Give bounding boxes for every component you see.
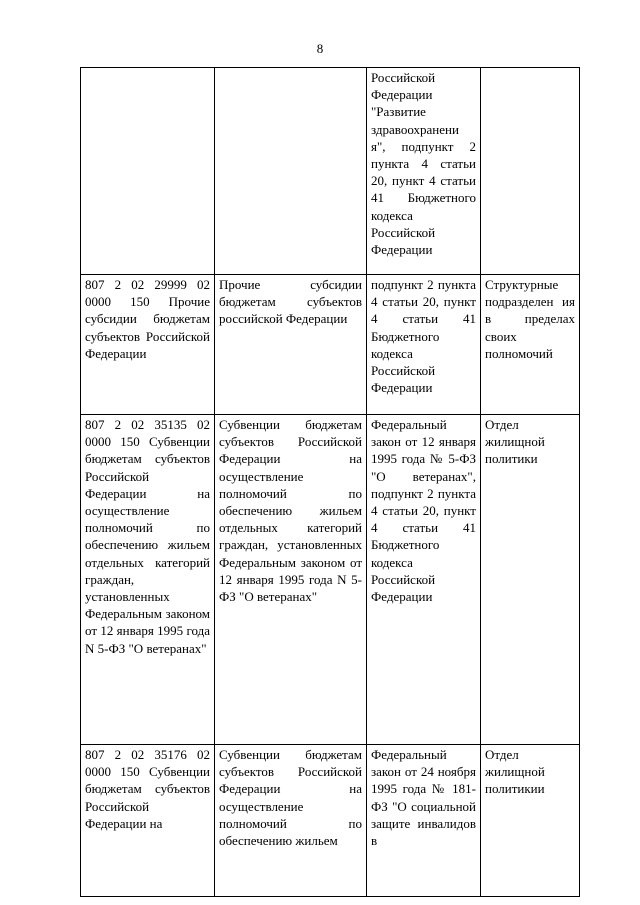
table-row <box>81 68 580 275</box>
cell-code: 807 2 02 35135 02 0000 150 Субвенции бюджетам субъектов Российской Федерации на осуществление полномочий по обеспечению жильем отдельных категорий граждан, установленных Федеральным законом от 12 января 1995 года N 5-ФЗ "О ветеранах" <box>81 415 215 745</box>
table-row <box>81 745 580 897</box>
cell-name: Прочие субсидии бюджетам субъектов российской Федерации <box>215 275 367 415</box>
cell-legal-basis: Федеральный закон от 12 января 1995 года № 5-ФЗ "О ветеранах", подпункт 2 пункта 4 статьи 20, пункт 4 статьи 41 Бюджетного кодекса Российской Федерации <box>367 415 481 745</box>
cell-legal-basis: подпункт 2 пункта 4 статьи 20, пункт 4 статьи 41 Бюджетного кодекса Российской Федерации <box>367 275 481 415</box>
cell-executor: Структурные подразделен ия в пределах своих полномочий <box>481 275 580 415</box>
cell-code <box>81 68 215 275</box>
cell-name <box>215 68 367 275</box>
budget-revenue-table <box>80 67 580 897</box>
cell-legal-basis: Федеральный закон от 24 ноября 1995 года № 181-ФЗ "О социальной защите инвалидов в <box>367 745 481 897</box>
table-row <box>81 415 580 745</box>
cell-code: 807 2 02 35176 02 0000 150 Субвенции бюджетам субъектов Российской Федерации на <box>81 745 215 897</box>
page-number: 8 <box>316 41 324 56</box>
cell-legal-basis: Российской Федерации "Развитие здравоохранени я", подпункт 2 пункта 4 статьи 20, пункт 4 статьи 41 Бюджетного кодекса Российской Федерации <box>367 68 481 275</box>
cell-executor <box>481 68 580 275</box>
cell-executor: Отдел жилищной политикии <box>481 745 580 897</box>
cell-code: 807 2 02 29999 02 0000 150 Прочие субсидии бюджетам субъектов Российской Федерации <box>81 275 215 415</box>
table-row <box>81 275 580 415</box>
cell-name: Субвенции бюджетам субъектов Российской Федерации на осуществление полномочий по обеспечению жильем отдельных категорий граждан, установленных Федеральным законом от 12 января 1995 года N 5-ФЗ "О ветеранах" <box>215 415 367 745</box>
cell-executor: Отдел жилищной политики <box>481 415 580 745</box>
cell-name: Субвенции бюджетам субъектов Российской Федерации на осуществление полномочий по обеспечению жильем <box>215 745 367 897</box>
